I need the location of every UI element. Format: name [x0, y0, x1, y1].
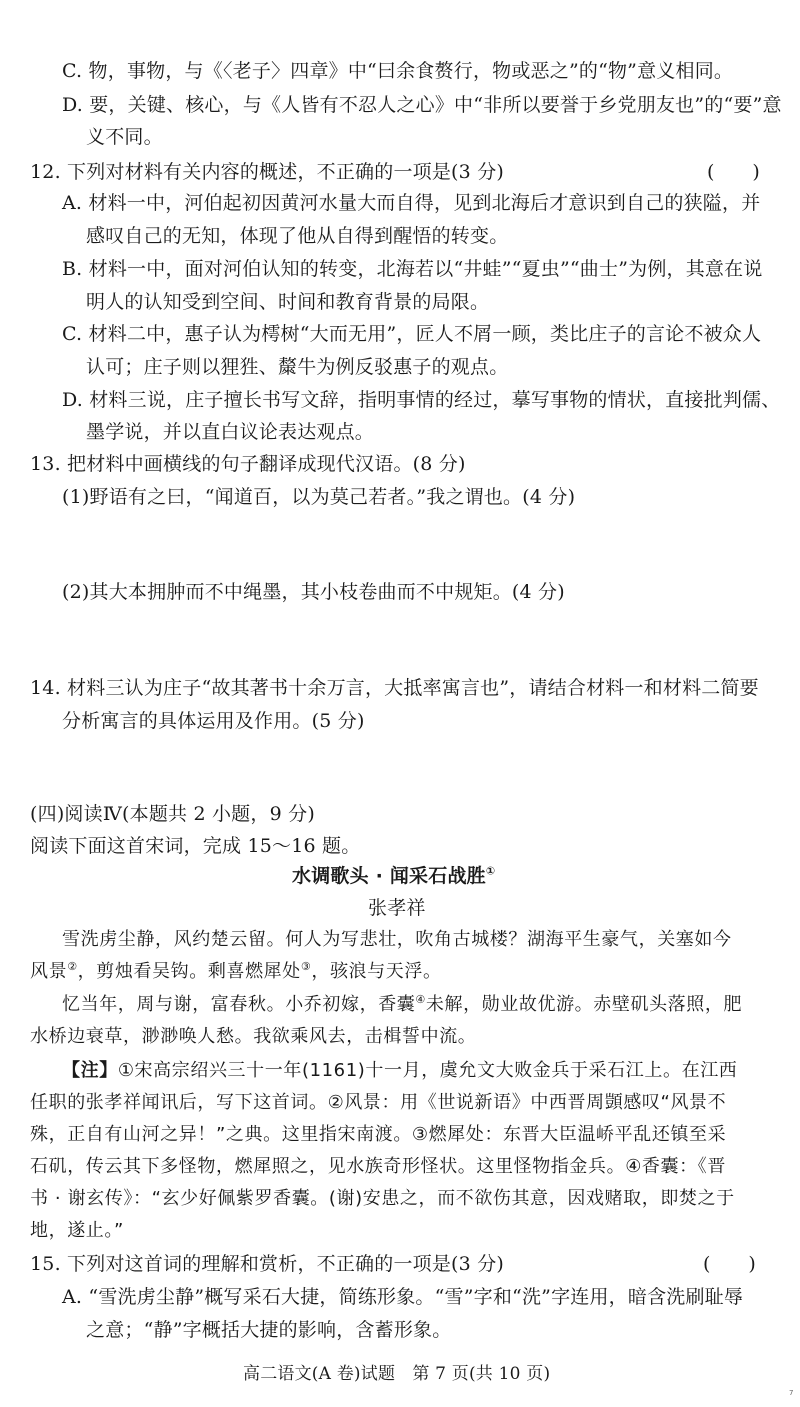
q12-option-a-line1: A. 材料一中，河伯起初因黄河水量大而自得，见到北海后才意识到自己的狭隘，并 [62, 192, 761, 214]
poem-line2 [30, 958, 442, 986]
notes-line1-text: ①宋高宗绍兴三十一年(1161)十一月，虞允文大败金兵于采石江上。在江西 [117, 1060, 738, 1081]
corner-page-mark: 7 [789, 1389, 794, 1397]
poem-line1: 雪洗虏尘静，风约楚云留。何人为写悲壮，吹角古城楼？湖海平生豪气，关塞如今 [62, 929, 732, 950]
poem-title-footnote-mark: ① [485, 864, 496, 878]
q12-option-b-line1: B. 材料一中，面对河伯认知的转变，北海若以“井蛙”“夏虫”“曲士”为例，其意在说 [62, 258, 763, 280]
q15-stem: 15. 下列对这首词的理解和赏析，不正确的一项是(3 分) [30, 1253, 505, 1275]
poem-line3 [62, 991, 742, 1019]
q15-option-a-line1: A. “雪洗虏尘静”概写采石大捷，简练形象。“雪”字和“洗”字连用，暗含洗刷耻辱 [62, 1286, 744, 1308]
notes-line3: 殊，正自有山河之异！”之典。这里指宋南渡。③燃犀处：东晋大臣温峤平乱还镇至采 [30, 1124, 727, 1145]
page-footer: 高二语文(A 卷)试题 第 7 页(共 10 页) [243, 1364, 551, 1384]
q12-option-c-line1: C. 材料二中，惠子认为樗树“大而无用”，匠人不屑一顾，类比庄子的言论不被众人 [62, 323, 762, 345]
q14-line1: 14. 材料三认为庄子“故其著书十余万言，大抵率寓言也”，请结合材料一和材料二简要 [30, 677, 759, 699]
q11-option-d-line1: D. 要，关键、核心，与《人皆有不忍人之心》中“非所以要誉于乡党朋友也”的“要”意 [62, 94, 782, 116]
poem-footnote-mark-2: ② [67, 960, 78, 973]
q12-option-a-line2: 感叹自己的无知，体现了他从自得到醒悟的转变。 [86, 225, 509, 247]
q14-line2: 分析寓言的具体运用及作用。(5 分) [62, 710, 365, 732]
notes-line2: 任职的张孝祥闻讯后，写下这首词。②风景：用《世说新语》中西晋周顗感叹“风景不 [30, 1092, 727, 1113]
poem-footnote-mark-4: ④ [415, 993, 426, 1006]
poem-line2-part1: 风景 [30, 961, 68, 982]
notes-line5: 书 · 谢玄传》：“玄少好佩紫罗香囊。(谢)安患之，而不欲伤其意，因戏赌取，即焚之于 [30, 1188, 735, 1209]
notes-line1 [62, 1057, 737, 1085]
q13-sub2: (2)其大本拥肿而不中绳墨，其小枝卷曲而不中规矩。(4 分) [62, 581, 565, 603]
poem-line3-part1: 忆当年，周与谢，富春秋。小乔初嫁，香囊 [62, 994, 416, 1015]
q12-answer-blank: ( ) [707, 161, 760, 183]
q13-stem: 13. 把材料中画横线的句子翻译成现代汉语。(8 分) [30, 453, 466, 475]
q12-option-d-line2: 墨学说，并以直白议论表达观点。 [86, 421, 375, 443]
q12-option-d-line1: D. 材料三说，庄子擅长书写文辞，指明事情的经过，摹写事物的情状，直接批判儒、 [62, 389, 781, 411]
poem-line2-part2: ，剪烛看吴钩。剩喜燃犀处 [77, 961, 301, 982]
q13-sub1: (1)野语有之曰，“闻道百，以为莫己若者。”我之谓也。(4 分) [62, 486, 576, 508]
q15-answer-blank: ( ) [703, 1253, 756, 1275]
q15-option-a-line2: 之意；“静”字概括大捷的影响，含蓄形象。 [86, 1319, 452, 1341]
poem-author: 张孝祥 [368, 897, 426, 919]
poem-footnote-mark-3: ③ [300, 960, 312, 973]
poem-line4: 水桥边衰草，渺渺唤人愁。我欲乘风去，击楫誓中流。 [30, 1026, 477, 1047]
poem-line3-part2: 未解，勋业故优游。赤壁矶头落照，肥 [425, 994, 743, 1015]
poem-line2-part3: ，骇浪与天浮。 [311, 961, 442, 982]
notes-label: 【注】 [62, 1060, 118, 1081]
section4-instruction: 阅读下面这首宋词，完成 15～16 题。 [30, 835, 361, 857]
notes-line4: 石矶，传云其下多怪物，燃犀照之，见水族奇形怪状。这里怪物指金兵。④香囊：《晋 [30, 1156, 726, 1177]
q12-option-c-line2: 认可；庄子则以狸狌、斄牛为例反驳惠子的观点。 [86, 356, 509, 378]
section4-header: (四)阅读Ⅳ(本题共 2 小题，9 分) [30, 803, 315, 825]
q12-stem: 12. 下列对材料有关内容的概述，不正确的一项是(3 分) [30, 161, 505, 183]
q11-option-d-line2: 义不同。 [86, 126, 163, 148]
q12-option-b-line2: 明人的认知受到空间、时间和教育背景的局限。 [86, 291, 490, 313]
poem-title-text: 水调歌头 · 闻采石战胜 [292, 865, 486, 887]
poem-title [292, 862, 495, 890]
notes-line6: 地，遂止。” [30, 1220, 124, 1241]
q11-option-c: C. 物，事物，与《〈老子〉四章》中“曰余食赘行，物或恶之”的“物”意义相同。 [62, 60, 734, 82]
